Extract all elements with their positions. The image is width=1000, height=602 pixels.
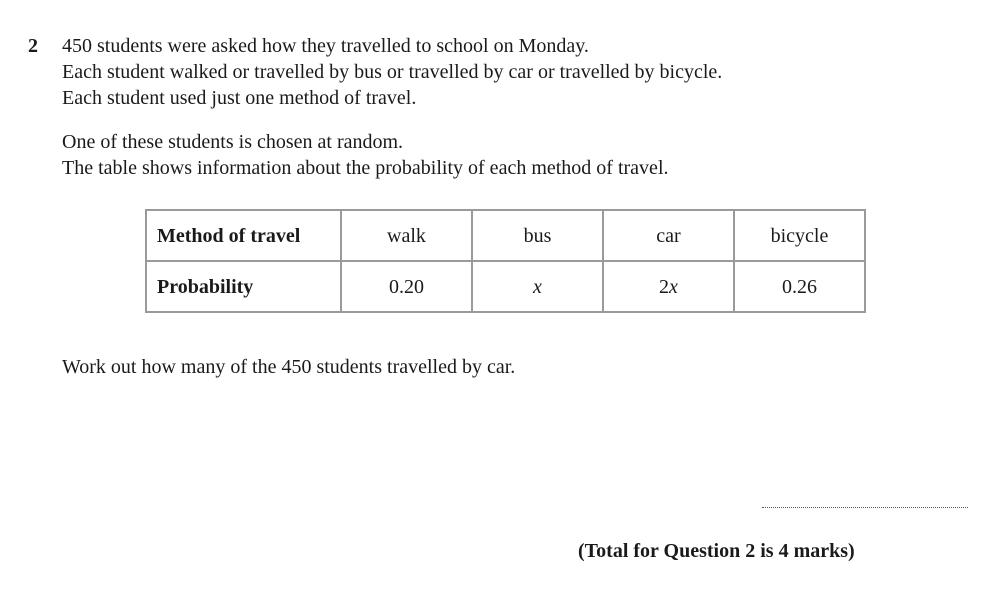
table-cell-method-bus: bus (472, 210, 603, 261)
context-line: One of these students is chosen at random. (62, 131, 404, 153)
context-line: The table shows information about the probability of each method of travel. (62, 157, 669, 179)
table-header-method: Method of travel (146, 210, 341, 261)
table-cell-prob-car (603, 261, 734, 312)
task-instruction: Work out how many of the 450 students travelled by car. (62, 356, 516, 378)
question-number: 2 (28, 35, 38, 57)
table-cell-prob-bicycle: 0.26 (734, 261, 865, 312)
table-header-probability: Probability (146, 261, 341, 312)
intro-line: Each student walked or travelled by bus or travelled by car or travelled by bicycle. (62, 61, 723, 83)
table-cell-method-bicycle: bicycle (734, 210, 865, 261)
total-marks: (Total for Question 2 is 4 marks) (578, 540, 855, 562)
table-row-probabilities (146, 261, 865, 312)
table-row-methods (146, 210, 865, 261)
table-cell-prob-bus: x (472, 261, 603, 312)
answer-line[interactable] (762, 507, 968, 508)
table-cell-prob-walk: 0.20 (341, 261, 472, 312)
intro-line: Each student used just one method of travel. (62, 87, 417, 109)
question-intro (62, 33, 962, 111)
table-cell-method-car: car (603, 210, 734, 261)
intro-line: 450 students were asked how they travelled to school on Monday. (62, 35, 589, 57)
prob-car-coefficient: 2x (659, 275, 678, 298)
table-cell-method-walk: walk (341, 210, 472, 261)
question-context (62, 129, 962, 181)
probability-table (145, 209, 866, 313)
